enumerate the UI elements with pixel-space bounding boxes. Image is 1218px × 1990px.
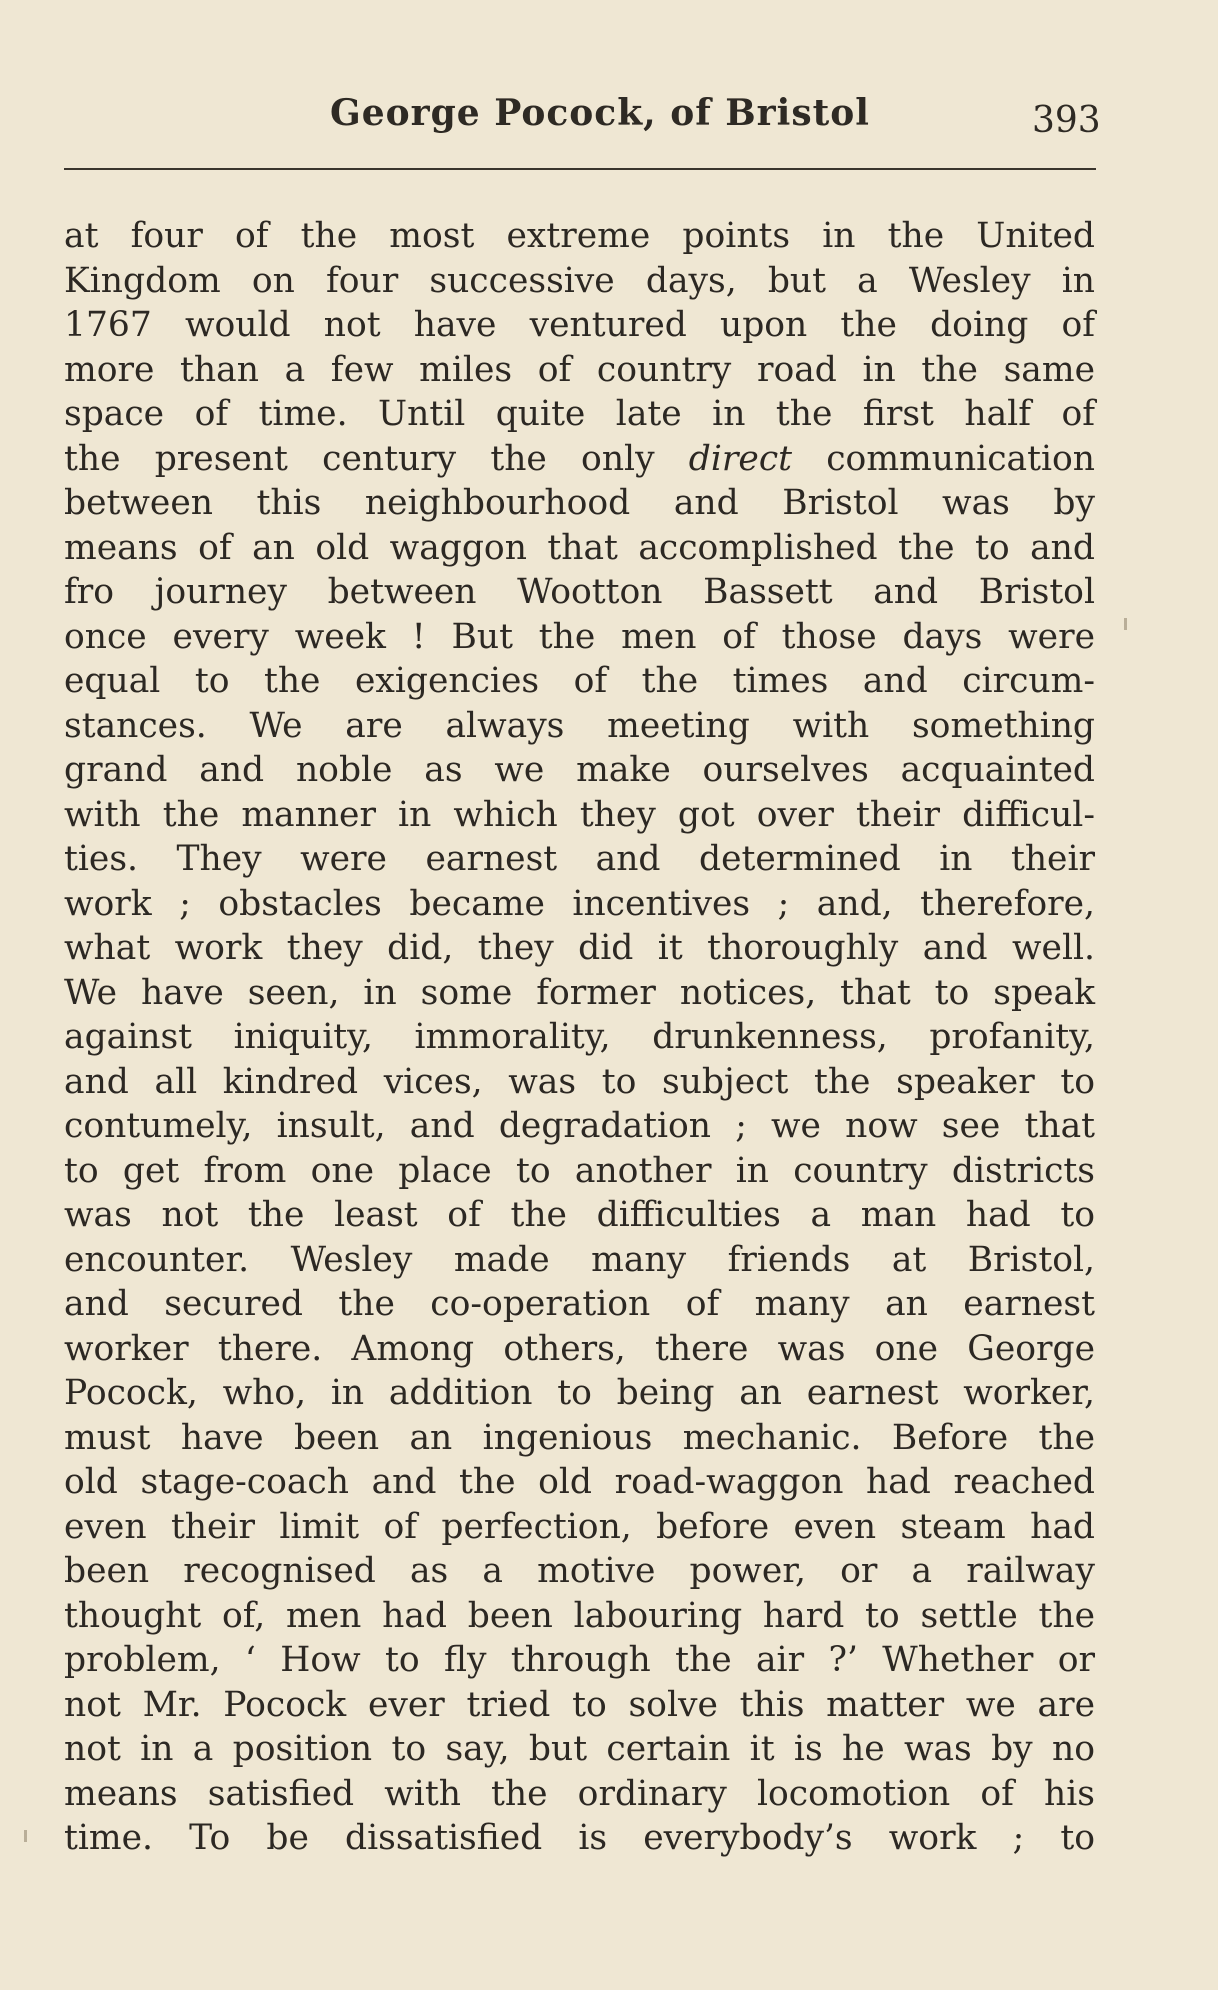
italic-emphasis: direct (688, 438, 793, 479)
text-line: equal to the exigencies of the times and circum- (64, 661, 1095, 701)
margin-speck (24, 1830, 27, 1842)
text-line: to get from one place to another in country districts (64, 1150, 1095, 1191)
margin-speck (1124, 618, 1127, 630)
text-line (64, 437, 1097, 482)
text-line: problem, ‘ How to fly through the air ?’ Whether or (64, 1640, 1095, 1680)
header-rule (64, 168, 1096, 170)
text-line: more than a few miles of country road in the same (64, 349, 1095, 390)
text-line: encounter. Wesley made many friends at Bristol, (64, 1239, 1095, 1280)
running-head (0, 92, 1218, 142)
text-line: We have seen, in some former notices, that to speak (64, 972, 1095, 1013)
text-line: means satisfied with the ordinary locomotion of his (64, 1773, 1095, 1814)
text-line: been recognised as a motive power, or a railway (64, 1551, 1095, 1591)
text-segment: the present century the only (64, 438, 689, 479)
text-line: was not the least of the difficulties a man had to (64, 1195, 1095, 1235)
text-line: work ; obstacles became incentives ; and, therefore, (64, 883, 1095, 924)
text-line: thought of, men had been labouring hard to settle the (64, 1595, 1095, 1636)
text-line: Kingdom on four successive days, but a Wesley in (64, 260, 1095, 301)
text-line: not in a position to say, but certain it is he was by no (64, 1729, 1095, 1769)
body-text (64, 214, 1097, 1861)
text-line: 1767 would not have ventured upon the doing of (64, 305, 1095, 345)
text-line: with the manner in which they got over their difficul- (64, 794, 1095, 835)
text-line: against iniquity, immorality, drunkenness, profanity, (64, 1017, 1095, 1057)
text-line: not Mr. Pocock ever tried to solve this matter we are (64, 1684, 1095, 1725)
text-line: must have been an ingenious mechanic. Before the (64, 1417, 1095, 1458)
text-line: contumely, insult, and degradation ; we now see that (64, 1106, 1095, 1146)
text-line: worker there. Among others, there was one George (64, 1328, 1095, 1369)
text-line: grand and noble as we make ourselves acquainted (64, 750, 1095, 790)
text-line: old stage-coach and the old road-waggon had reached (64, 1462, 1095, 1502)
running-title: George Pocock, of Bristol (330, 92, 870, 134)
text-line: even their limit of perfection, before even steam had (64, 1506, 1095, 1547)
text-line: ties. They were earnest and determined in their (64, 839, 1095, 879)
text-line: stances. We are always meeting with something (64, 705, 1095, 746)
text-line: and all kindred vices, was to subject the speaker to (64, 1061, 1095, 1102)
text-line: what work they did, they did it thoroughly and well. (64, 928, 1095, 968)
text-line: and secured the co-operation of many an earnest (64, 1284, 1095, 1324)
text-line: Pocock, who, in addition to being an earnest worker, (64, 1373, 1095, 1413)
text-line: fro journey between Wootton Bassett and Bristol (64, 572, 1095, 612)
text-line: once every week ! But the men of those days were (64, 616, 1095, 657)
text-line: at four of the most extreme points in the United (64, 216, 1095, 256)
text-line: space of time. Until quite late in the first half of (64, 394, 1095, 434)
page-number: 393 (1032, 100, 1101, 141)
text-line: time. To be dissatisfied is everybody’s work ; to (64, 1818, 1095, 1858)
text-line: between this neighbourhood and Bristol was by (64, 483, 1095, 523)
text-line: means of an old waggon that accomplished the to and (64, 527, 1095, 568)
text-segment: communication (792, 438, 1095, 479)
